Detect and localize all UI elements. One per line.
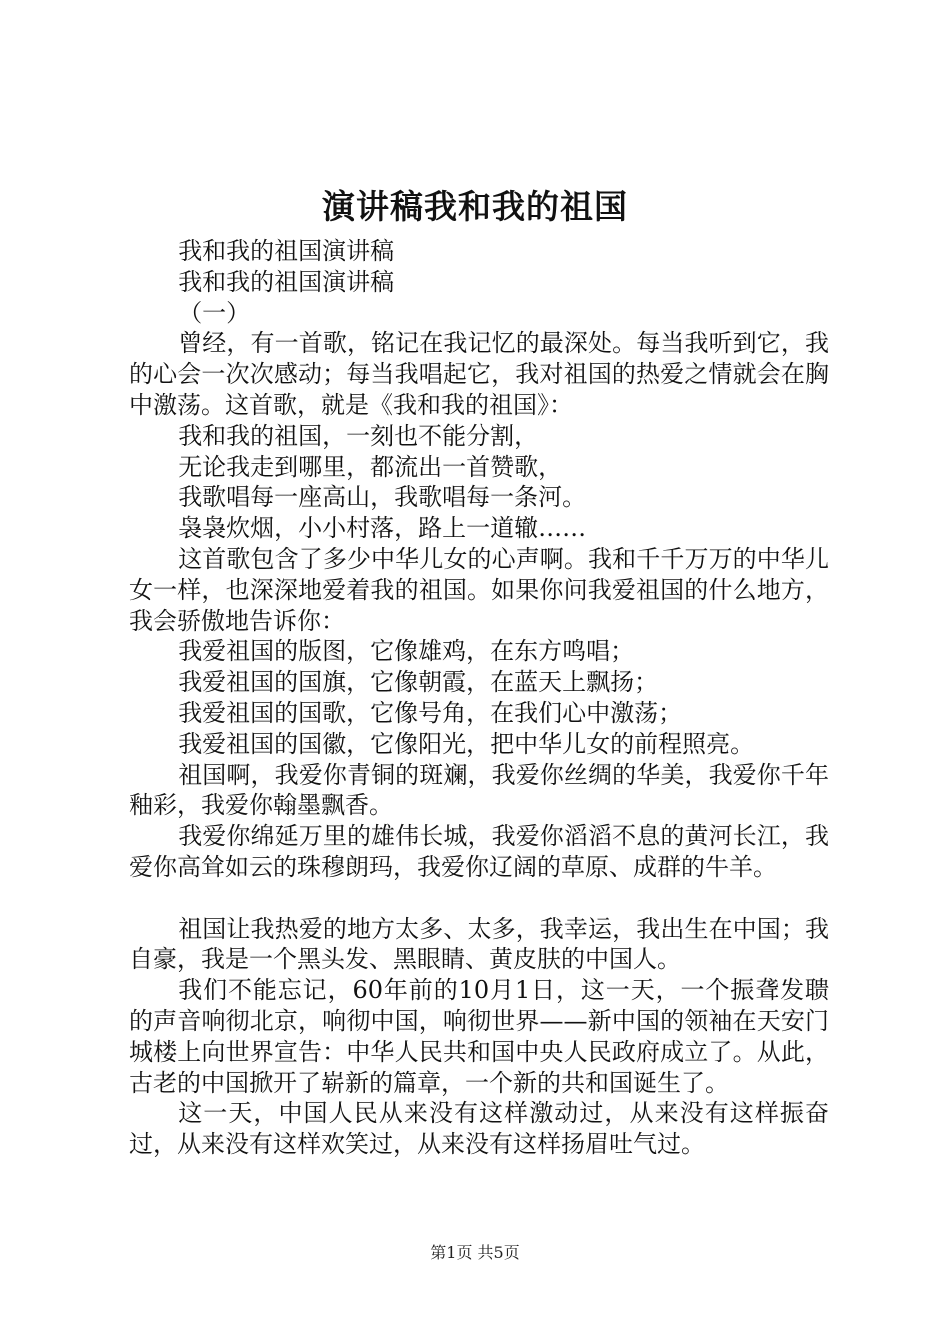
paragraph-landscape: 我爱你绵延万里的雄伟长城，我爱你滔滔不息的黄河长江，我爱你高耸如云的珠穆朗玛，我爱你辽阔的草原、成群的牛羊。 [129,822,829,881]
page-number-footer: 第1页 共5页 [430,1243,520,1262]
paragraph-intro: 曾经，有一首歌，铭记在我记忆的最深处。每当我听到它，我的心会一次次感动；每当我唱起它，我对祖国的热爱之情就会在胸中激荡。这首歌，就是《我和我的祖国》： [129,329,829,419]
paragraph-love-flag: 我爱祖国的国旗，它像朝霞，在蓝天上飘扬； [178,668,659,697]
lyric-line-2: 无论我走到哪里，都流出一首赞歌， [178,452,563,481]
lyric-line-4: 袅袅炊烟，小小村落，路上一道辙…… [178,514,587,543]
document-title: 演讲稿我和我的祖国 [322,187,628,226]
lyric-line-1: 我和我的祖国，一刻也不能分割， [178,421,539,450]
paragraph-love-anthem: 我爱祖国的国歌，它像号角，在我们心中激荡； [178,698,683,727]
paragraph-love-map: 我爱祖国的版图，它像雄鸡，在东方鸣唱； [178,637,635,666]
lyric-line-3: 我歌唱每一座高山，我歌唱每一条河。 [178,483,587,512]
paragraph-section-number: （一） [178,298,251,327]
paragraph-subtitle-1: 我和我的祖国演讲稿 [178,237,395,265]
paragraph-subtitle-2: 我和我的祖国演讲稿 [178,267,395,296]
paragraph-pride: 祖国让我热爱的地方太多、太多，我幸运，我出生在中国；我自豪，我是一个黑头发、黑眼睛、黄皮肤的中国人。 [129,914,829,974]
paragraph-culture: 祖国啊，我爱你青铜的斑斓，我爱你丝绸的华美，我爱你千年釉彩，我爱你翰墨飘香。 [129,760,829,820]
paragraph-love-emblem: 我爱祖国的国徽，它像阳光，把中华儿女的前程照亮。 [178,729,755,758]
document-body [129,236,829,1160]
paragraph-that-day: 这一天，中国人民从来没有这样激动过，从来没有这样振奋过，从来没有这样欢笑过，从来没有这样扬眉吐气过。 [129,1099,829,1159]
paragraph-song-meaning: 这首歌包含了多少中华儿女的心声啊。我和千千万万的中华儿女一样，也深深地爱着我的祖国。如果你问我爱祖国的什么地方，我会骄傲地告诉你： [129,544,829,635]
paragraph-founding: 我们不能忘记，60年前的10月1日，这一天，一个振聋发聩的声音响彻北京，响彻中国，响彻世界——新中国的领袖在天安门城楼上向世界宣告：中华人民共和国中央人民政府成立了。从此，古老的中国掀开了崭新的篇章，一个新的共和国诞生了。 [129,976,829,1097]
